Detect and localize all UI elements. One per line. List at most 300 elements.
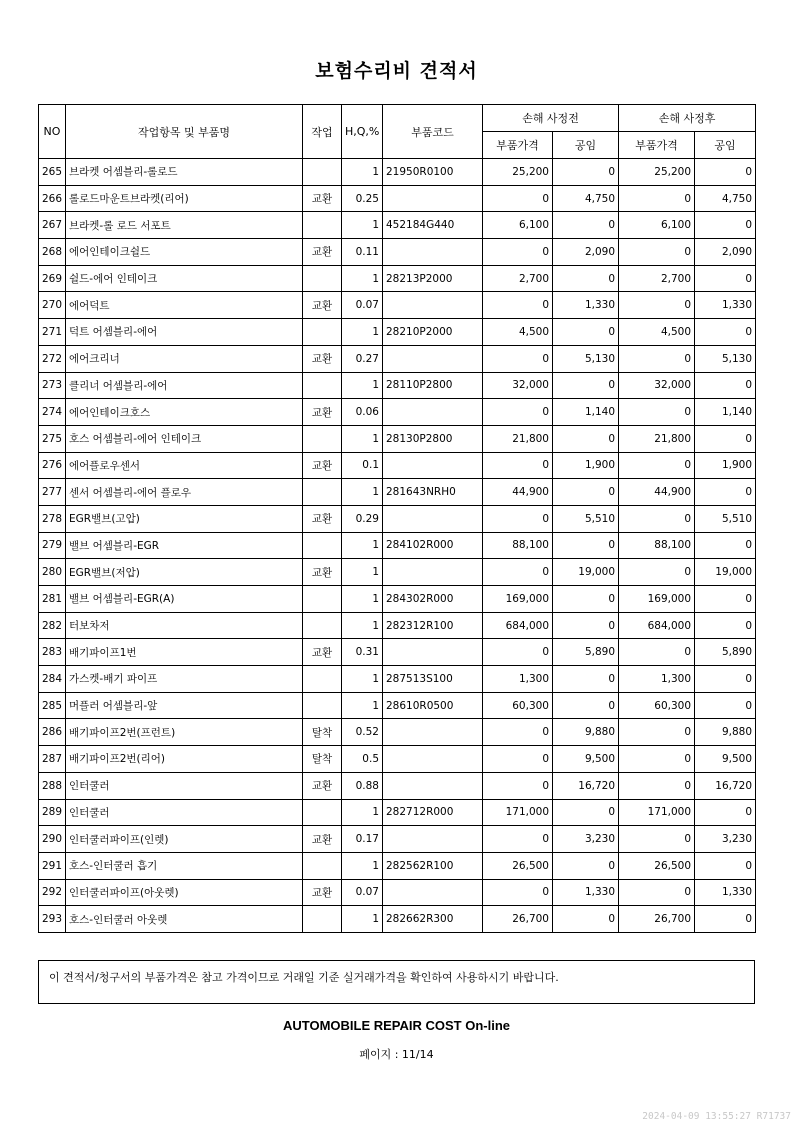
table-row — [39, 799, 756, 826]
row-before-labor: 1,330 — [553, 879, 619, 906]
row-hq: 0.11 — [342, 239, 383, 266]
row-item-name: 터보차저 — [66, 612, 303, 639]
row-before-part-price: 0 — [483, 772, 553, 799]
row-after-part-price: 0 — [619, 292, 695, 319]
row-work: 탈착 — [303, 746, 342, 773]
row-after-part-price: 0 — [619, 399, 695, 426]
row-after-part-price: 0 — [619, 719, 695, 746]
table-row — [39, 265, 756, 292]
row-after-part-price: 1,300 — [619, 666, 695, 693]
row-hq: 1 — [342, 852, 383, 879]
row-no: 269 — [39, 265, 66, 292]
row-after-part-price: 4,500 — [619, 319, 695, 346]
header-work: 작업 — [303, 105, 342, 159]
row-item-name: 인터쿨러파이프(아웃렛) — [66, 879, 303, 906]
row-item-name: 밸브 어셈블리-EGR — [66, 532, 303, 559]
row-after-labor: 0 — [695, 799, 756, 826]
row-before-part-price: 0 — [483, 292, 553, 319]
row-item-name: 에어크리너 — [66, 345, 303, 372]
row-no: 276 — [39, 452, 66, 479]
row-item-name: 센서 어셈블리-에어 플로우 — [66, 479, 303, 506]
table-row — [39, 852, 756, 879]
row-before-labor: 0 — [553, 612, 619, 639]
row-hq: 1 — [342, 906, 383, 933]
row-before-part-price: 32,000 — [483, 372, 553, 399]
row-no: 272 — [39, 345, 66, 372]
row-work — [303, 586, 342, 613]
row-work: 교환 — [303, 292, 342, 319]
row-part-code: 28110P2800 — [383, 372, 483, 399]
table-row — [39, 906, 756, 933]
row-before-labor: 0 — [553, 212, 619, 239]
row-hq: 0.31 — [342, 639, 383, 666]
row-hq: 0.1 — [342, 452, 383, 479]
row-work: 교환 — [303, 559, 342, 586]
table-row — [39, 879, 756, 906]
row-after-labor: 2,090 — [695, 239, 756, 266]
row-hq: 1 — [342, 265, 383, 292]
row-after-labor: 16,720 — [695, 772, 756, 799]
table-row — [39, 719, 756, 746]
row-work: 탈착 — [303, 719, 342, 746]
row-work — [303, 692, 342, 719]
row-work — [303, 666, 342, 693]
header-before-part-price: 부품가격 — [483, 132, 553, 159]
row-after-part-price: 26,500 — [619, 852, 695, 879]
row-hq: 1 — [342, 666, 383, 693]
row-part-code: 284302R000 — [383, 586, 483, 613]
row-after-labor: 4,750 — [695, 185, 756, 212]
row-no: 292 — [39, 879, 66, 906]
row-work: 교환 — [303, 772, 342, 799]
table-row — [39, 479, 756, 506]
row-item-name: 롤로드마운트브라켓(리어) — [66, 185, 303, 212]
row-before-labor: 3,230 — [553, 826, 619, 853]
table-row — [39, 666, 756, 693]
row-after-part-price: 60,300 — [619, 692, 695, 719]
row-hq: 1 — [342, 479, 383, 506]
row-hq: 1 — [342, 372, 383, 399]
row-work — [303, 532, 342, 559]
row-hq: 0.27 — [342, 345, 383, 372]
row-hq: 1 — [342, 319, 383, 346]
row-item-name: 인터쿨러 — [66, 799, 303, 826]
row-work: 교환 — [303, 452, 342, 479]
row-no: 281 — [39, 586, 66, 613]
row-part-code: 282712R000 — [383, 799, 483, 826]
row-before-labor: 0 — [553, 372, 619, 399]
row-part-code: 28130P2800 — [383, 425, 483, 452]
row-no: 289 — [39, 799, 66, 826]
row-before-part-price: 0 — [483, 639, 553, 666]
row-work — [303, 906, 342, 933]
row-after-part-price: 0 — [619, 239, 695, 266]
table-row — [39, 452, 756, 479]
price-notice: 이 견적서/청구서의 부품가격은 참고 가격이므로 거래일 기준 실거래가격을 확인하여 사용하시기 바랍니다. — [38, 960, 755, 1004]
table-row — [39, 319, 756, 346]
row-after-labor: 5,130 — [695, 345, 756, 372]
row-after-part-price: 32,000 — [619, 372, 695, 399]
row-work: 교환 — [303, 505, 342, 532]
row-before-part-price: 21,800 — [483, 425, 553, 452]
row-no: 278 — [39, 505, 66, 532]
row-item-name: 배기파이프2번(프런트) — [66, 719, 303, 746]
table-row — [39, 586, 756, 613]
row-after-labor: 1,330 — [695, 292, 756, 319]
table-row — [39, 425, 756, 452]
row-part-code — [383, 292, 483, 319]
header-code: 부품코드 — [383, 105, 483, 159]
table-row — [39, 639, 756, 666]
row-work — [303, 425, 342, 452]
row-before-part-price: 60,300 — [483, 692, 553, 719]
row-after-labor: 1,900 — [695, 452, 756, 479]
row-after-part-price: 171,000 — [619, 799, 695, 826]
header-after-labor: 공임 — [695, 132, 756, 159]
row-work: 교환 — [303, 826, 342, 853]
row-no: 286 — [39, 719, 66, 746]
table-body — [39, 159, 756, 933]
row-after-part-price: 21,800 — [619, 425, 695, 452]
row-work: 교환 — [303, 639, 342, 666]
row-after-labor: 0 — [695, 159, 756, 186]
row-part-code: 21950R0100 — [383, 159, 483, 186]
row-no: 293 — [39, 906, 66, 933]
row-before-part-price: 0 — [483, 452, 553, 479]
row-before-labor: 16,720 — [553, 772, 619, 799]
row-work — [303, 319, 342, 346]
row-after-labor: 0 — [695, 852, 756, 879]
row-item-name: 브라켓-롤 로드 서포트 — [66, 212, 303, 239]
row-item-name: 덕트 어셈블리-에어 — [66, 319, 303, 346]
row-item-name: 호스-인터쿨러 흡기 — [66, 852, 303, 879]
row-before-part-price: 25,200 — [483, 159, 553, 186]
row-after-part-price: 0 — [619, 185, 695, 212]
row-after-labor: 0 — [695, 212, 756, 239]
row-after-part-price: 0 — [619, 639, 695, 666]
row-before-labor: 0 — [553, 479, 619, 506]
row-before-part-price: 0 — [483, 559, 553, 586]
row-hq: 1 — [342, 212, 383, 239]
row-before-part-price: 0 — [483, 239, 553, 266]
row-no: 266 — [39, 185, 66, 212]
row-after-labor: 1,140 — [695, 399, 756, 426]
row-part-code — [383, 399, 483, 426]
row-after-part-price: 0 — [619, 345, 695, 372]
row-work: 교환 — [303, 399, 342, 426]
row-no: 280 — [39, 559, 66, 586]
row-after-labor: 0 — [695, 372, 756, 399]
row-after-labor: 5,890 — [695, 639, 756, 666]
row-item-name: 배기파이프1번 — [66, 639, 303, 666]
row-before-labor: 0 — [553, 586, 619, 613]
document-title: 보험수리비 견적서 — [315, 60, 478, 82]
row-hq: 1 — [342, 692, 383, 719]
row-part-code — [383, 185, 483, 212]
row-before-labor: 5,510 — [553, 505, 619, 532]
row-no: 268 — [39, 239, 66, 266]
row-work — [303, 212, 342, 239]
row-after-labor: 3,230 — [695, 826, 756, 853]
row-hq: 1 — [342, 159, 383, 186]
row-part-code: 284102R000 — [383, 532, 483, 559]
row-item-name: 머플러 어셈블리-앞 — [66, 692, 303, 719]
row-part-code: 282562R100 — [383, 852, 483, 879]
table-row — [39, 532, 756, 559]
row-item-name: 배기파이프2번(리어) — [66, 746, 303, 773]
row-after-part-price: 0 — [619, 505, 695, 532]
row-before-part-price: 0 — [483, 185, 553, 212]
row-after-part-price: 25,200 — [619, 159, 695, 186]
row-after-part-price: 88,100 — [619, 532, 695, 559]
row-before-part-price: 26,500 — [483, 852, 553, 879]
row-after-part-price: 0 — [619, 879, 695, 906]
row-after-labor: 19,000 — [695, 559, 756, 586]
row-work — [303, 612, 342, 639]
row-hq: 0.07 — [342, 292, 383, 319]
row-before-labor: 9,880 — [553, 719, 619, 746]
row-before-part-price: 88,100 — [483, 532, 553, 559]
row-part-code — [383, 505, 483, 532]
row-hq: 1 — [342, 559, 383, 586]
row-part-code — [383, 639, 483, 666]
row-before-labor: 1,330 — [553, 292, 619, 319]
row-before-part-price: 1,300 — [483, 666, 553, 693]
row-work — [303, 265, 342, 292]
row-after-part-price: 0 — [619, 452, 695, 479]
row-no: 274 — [39, 399, 66, 426]
row-hq: 0.5 — [342, 746, 383, 773]
row-part-code — [383, 719, 483, 746]
row-after-labor: 0 — [695, 479, 756, 506]
row-before-labor: 0 — [553, 666, 619, 693]
row-work: 교환 — [303, 239, 342, 266]
row-before-part-price: 0 — [483, 505, 553, 532]
row-item-name: 에어인테이크쉴드 — [66, 239, 303, 266]
row-no: 290 — [39, 826, 66, 853]
table-row — [39, 826, 756, 853]
row-part-code: 28610R0500 — [383, 692, 483, 719]
table-row — [39, 399, 756, 426]
row-item-name: 브라켓 어셈블리-롤로드 — [66, 159, 303, 186]
row-work — [303, 372, 342, 399]
row-item-name: 에어인테이크호스 — [66, 399, 303, 426]
row-before-labor: 0 — [553, 319, 619, 346]
table-row — [39, 692, 756, 719]
row-item-name: 인터쿨러 — [66, 772, 303, 799]
row-after-labor: 5,510 — [695, 505, 756, 532]
table-row — [39, 372, 756, 399]
row-hq: 1 — [342, 612, 383, 639]
row-part-code: 281643NRH0 — [383, 479, 483, 506]
row-before-labor: 5,890 — [553, 639, 619, 666]
row-before-labor: 9,500 — [553, 746, 619, 773]
row-work — [303, 479, 342, 506]
row-before-part-price: 2,700 — [483, 265, 553, 292]
table-row — [39, 292, 756, 319]
row-no: 271 — [39, 319, 66, 346]
row-after-labor: 9,500 — [695, 746, 756, 773]
row-item-name: 호스 어셈블리-에어 인테이크 — [66, 425, 303, 452]
row-after-labor: 1,330 — [695, 879, 756, 906]
header-hq: H,Q,% — [342, 105, 383, 159]
header-before-labor: 공임 — [553, 132, 619, 159]
row-part-code — [383, 772, 483, 799]
row-before-labor: 19,000 — [553, 559, 619, 586]
row-no: 285 — [39, 692, 66, 719]
row-no: 267 — [39, 212, 66, 239]
row-part-code: 287513S100 — [383, 666, 483, 693]
print-timestamp: 2024-04-09 13:55:27 R71737 — [642, 1111, 791, 1122]
header-item: 작업항목 및 부품명 — [66, 105, 303, 159]
row-after-labor: 0 — [695, 612, 756, 639]
row-no: 275 — [39, 425, 66, 452]
row-after-labor: 9,880 — [695, 719, 756, 746]
row-after-labor: 0 — [695, 906, 756, 933]
row-hq: 0.07 — [342, 879, 383, 906]
row-no: 288 — [39, 772, 66, 799]
row-before-part-price: 4,500 — [483, 319, 553, 346]
row-part-code: 28213P2000 — [383, 265, 483, 292]
table-row — [39, 612, 756, 639]
table-row — [39, 239, 756, 266]
row-part-code — [383, 559, 483, 586]
row-item-name: 가스켓-배기 파이프 — [66, 666, 303, 693]
row-after-part-price: 684,000 — [619, 612, 695, 639]
row-after-part-price: 0 — [619, 772, 695, 799]
row-hq: 1 — [342, 532, 383, 559]
row-before-labor: 2,090 — [553, 239, 619, 266]
table-row — [39, 559, 756, 586]
table-row — [39, 212, 756, 239]
header-after-adjustment: 손해 사정후 — [619, 105, 756, 132]
row-before-part-price: 171,000 — [483, 799, 553, 826]
row-before-labor: 5,130 — [553, 345, 619, 372]
row-hq: 0.25 — [342, 185, 383, 212]
row-no: 279 — [39, 532, 66, 559]
row-before-part-price: 684,000 — [483, 612, 553, 639]
row-before-part-price: 6,100 — [483, 212, 553, 239]
row-after-labor: 0 — [695, 265, 756, 292]
row-before-labor: 0 — [553, 692, 619, 719]
row-work — [303, 159, 342, 186]
row-before-labor: 0 — [553, 159, 619, 186]
row-no: 284 — [39, 666, 66, 693]
header-no: NO — [39, 105, 66, 159]
table-row — [39, 746, 756, 773]
row-before-labor: 0 — [553, 425, 619, 452]
row-before-part-price: 0 — [483, 826, 553, 853]
row-before-labor: 0 — [553, 532, 619, 559]
row-before-labor: 1,140 — [553, 399, 619, 426]
row-before-labor: 4,750 — [553, 185, 619, 212]
row-item-name: 에어플로우센서 — [66, 452, 303, 479]
row-after-part-price: 0 — [619, 746, 695, 773]
row-hq: 0.17 — [342, 826, 383, 853]
row-hq: 1 — [342, 586, 383, 613]
row-no: 273 — [39, 372, 66, 399]
row-before-labor: 1,900 — [553, 452, 619, 479]
row-item-name: 호스-인터쿨러 아웃렛 — [66, 906, 303, 933]
row-part-code: 452184G440 — [383, 212, 483, 239]
row-part-code — [383, 746, 483, 773]
row-work: 교환 — [303, 879, 342, 906]
row-item-name: 인터쿨러파이프(인렛) — [66, 826, 303, 853]
row-part-code — [383, 345, 483, 372]
row-before-part-price: 0 — [483, 719, 553, 746]
row-after-part-price: 2,700 — [619, 265, 695, 292]
table-row — [39, 772, 756, 799]
row-after-part-price: 26,700 — [619, 906, 695, 933]
row-before-part-price: 0 — [483, 879, 553, 906]
row-work: 교환 — [303, 345, 342, 372]
row-item-name: 클리너 어셈블리-에어 — [66, 372, 303, 399]
footer-title: AUTOMOBILE REPAIR COST On-line — [282, 1018, 511, 1033]
row-before-labor: 0 — [553, 906, 619, 933]
row-before-part-price: 44,900 — [483, 479, 553, 506]
row-no: 265 — [39, 159, 66, 186]
page-number: 페이지 : 11/14 — [359, 1048, 434, 1061]
row-part-code — [383, 452, 483, 479]
table-row — [39, 159, 756, 186]
row-after-labor: 0 — [695, 666, 756, 693]
row-before-part-price: 26,700 — [483, 906, 553, 933]
row-work: 교환 — [303, 185, 342, 212]
row-before-part-price: 169,000 — [483, 586, 553, 613]
estimate-table — [38, 104, 756, 933]
row-hq: 0.88 — [342, 772, 383, 799]
row-after-labor: 0 — [695, 692, 756, 719]
row-no: 270 — [39, 292, 66, 319]
row-work — [303, 799, 342, 826]
row-item-name: EGR밸브(저압) — [66, 559, 303, 586]
row-part-code: 282662R300 — [383, 906, 483, 933]
row-item-name: 밸브 어셈블리-EGR(A) — [66, 586, 303, 613]
table-row — [39, 345, 756, 372]
row-item-name: EGR밸브(고압) — [66, 505, 303, 532]
row-part-code: 28210P2000 — [383, 319, 483, 346]
row-part-code — [383, 879, 483, 906]
row-after-labor: 0 — [695, 425, 756, 452]
row-after-labor: 0 — [695, 532, 756, 559]
row-before-labor: 0 — [553, 852, 619, 879]
row-no: 277 — [39, 479, 66, 506]
row-item-name: 쉴드-에어 인테이크 — [66, 265, 303, 292]
row-no: 282 — [39, 612, 66, 639]
row-hq: 1 — [342, 425, 383, 452]
row-work — [303, 852, 342, 879]
row-after-part-price: 44,900 — [619, 479, 695, 506]
row-hq: 0.29 — [342, 505, 383, 532]
row-part-code: 282312R100 — [383, 612, 483, 639]
row-after-labor: 0 — [695, 319, 756, 346]
row-no: 283 — [39, 639, 66, 666]
header-before-adjustment: 손해 사정전 — [483, 105, 619, 132]
row-no: 287 — [39, 746, 66, 773]
row-before-labor: 0 — [553, 799, 619, 826]
row-before-part-price: 0 — [483, 746, 553, 773]
row-after-part-price: 0 — [619, 826, 695, 853]
header-after-part-price: 부품가격 — [619, 132, 695, 159]
row-after-part-price: 169,000 — [619, 586, 695, 613]
row-no: 291 — [39, 852, 66, 879]
row-part-code — [383, 239, 483, 266]
table-row — [39, 185, 756, 212]
row-after-labor: 0 — [695, 586, 756, 613]
row-hq: 0.06 — [342, 399, 383, 426]
row-after-part-price: 6,100 — [619, 212, 695, 239]
row-part-code — [383, 826, 483, 853]
